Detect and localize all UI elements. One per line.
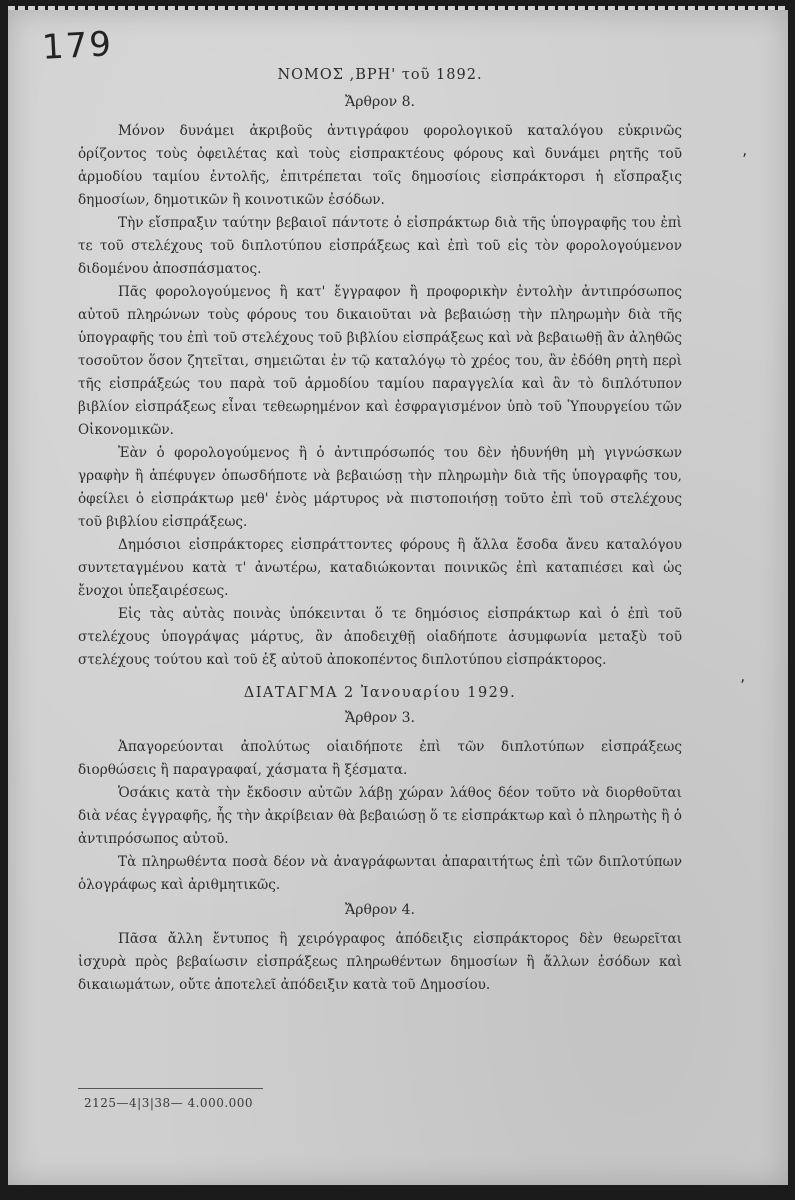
printer-footer: 2125—4|3|38— 4.000.000 <box>84 1096 254 1110</box>
decree-heading: ΔΙΑΤΑΓΜΑ 2 Ἰανουαρίου 1929. <box>243 685 517 701</box>
article-heading-3: Ἄρθρον 3. <box>345 710 415 726</box>
margin-mark: ʼ <box>742 150 748 169</box>
paragraph: Ὁσάκις κατὰ τὴν ἔκδοσιν αὐτῶν λάβῃ χώραν λάθος δέον τοῦτο νὰ διορθοῦται διὰ νέας ἐγγραφῆς, ἧς τὴν ἀκρίβειαν θὰ βεβαιώσῃ ὅ τε εἰσπράκτωρ καὶ ὁ πληρωτὴς ἢ ὁ ἀντιπρόσωπος αὐτοῦ. <box>78 785 682 847</box>
paragraph: Τὰ πληρωθέντα ποσὰ δέον νὰ ἀναγράφωνται ἀπαραιτήτως ἐπὶ τῶν διπλοτύπων ὁλογράφως καὶ ἀριθμητικῶς. <box>78 854 682 893</box>
paragraph: Πᾶς φορολογούμενος ἢ κατ' ἔγγραφον ἢ προφορικὴν ἐντολὴν ἀντιπρόσωπος αὐτοῦ πληρώνων τοὺς φόρους του δικαιοῦται νὰ βεβαιώσῃ τὴν πληρωμὴν διὰ τῆς ὑπογραφῆς του ἐπὶ τοῦ στελέχους τοῦ βιβλίου εἰσπράξεως καὶ νὰ βεβαιωθῇ ἂν ἀληθῶς τοσοῦτον ὅσον ζητεῖται, σημειῶται ἐν τῷ καταλόγῳ τὸ χρέος του, ἂν ἐδόθη ρητὴ περὶ τῆς εἰσπράξεώς του παρὰ τοῦ ἁρμοδίου ταμίου παραγγελία καὶ ἂν τὸ διπλότυπον βιβλίον εἰσπράξεως εἶναι τεθεωρημένον καὶ ἐσφραγισμένον ὑπὸ τοῦ Ὑπουργείου τῶν Οἰκονομικῶν. <box>78 284 682 438</box>
paragraph: Τὴν εἴσπραξιν ταύτην βεβαιοῖ πάντοτε ὁ εἰσπράκτωρ διὰ τῆς ὑπογραφῆς του ἐπὶ τε τοῦ στελέχους τοῦ διπλοτύπου εἰσπράξεως καὶ ἐπὶ τοῦ εἰς τὸν φορολογούμενον διδομένου ἀποσπάσματος. <box>78 215 682 277</box>
margin-mark: ʼ <box>740 676 746 695</box>
article-heading-8: Ἄρθρον 8. <box>345 94 415 110</box>
paragraph: Δημόσιοι εἰσπράκτορες εἰσπράττοντες φόρους ἢ ἄλλα ἔσοδα ἄνευ καταλόγου συντεταγμένου κατὰ τ' ἀνωτέρω, καταδιώκονται ποινικῶς ἐπὶ καταπιέσει καὶ ὡς ἔνοχοι ὑπεξαιρέσεως. <box>78 537 682 599</box>
paragraph: Ἐὰν ὁ φορολογούμενος ἢ ὁ ἀντιπρόσωπός του δὲν ἠδυνήθη μὴ γιγνώσκων γραφὴν ἢ ἀπέφυγεν ὁπωσδήποτε νὰ βεβαιώσῃ τὴν πληρωμὴν διὰ τῆς ὑπογραφῆς του, ὀφείλει ὁ εἰσπράκτωρ μεθ' ἑνὸς μάρτυρος νὰ πιστοποιήσῃ τοῦτο ἐπὶ τοῦ στελέχους τοῦ βιβλίου εἰσπράξεως. <box>78 445 682 530</box>
document-body <box>78 64 682 997</box>
paragraph: Μόνον δυνάμει ἀκριβοῦς ἀντιγράφου φορολογικοῦ καταλόγου εὐκρινῶς ὁρίζοντος τοὺς ὀφειλέτας καὶ τοὺς εἰσπρακτέους φόρους καὶ δυνάμει ρητῆς τοῦ ἁρμοδίου ταμίου ἐντολῆς, ἐπιτρέπεται τοῖς δημοσίοις εἰσπράκτορσι ἡ εἴσπραξις δημοσίων, δημοτικῶν ἢ κοινοτικῶν ἐσόδων. <box>78 123 682 208</box>
paragraph: Εἰς τὰς αὐτὰς ποινὰς ὑπόκεινται ὅ τε δημόσιος εἰσπράκτωρ καὶ ὁ ἐπὶ τοῦ στελέχους ὑπογράψας μάρτυς, ἂν ἀποδειχθῇ οἱαδήποτε ἀσυμφωνία μεταξὺ τοῦ στελέχους τούτου καὶ τοῦ ἐξ αὐτοῦ ἀποκοπέντος διπλοτύπου εἰσπράκτορος. <box>78 606 682 668</box>
handwritten-page-number: 179 <box>41 24 114 68</box>
footer-divider <box>78 1088 263 1089</box>
law-heading: ΝΟΜΟΣ ,ΒΡΗ' τοῦ 1892. <box>277 67 483 83</box>
article-heading-4: Ἄρθρον 4. <box>345 902 415 918</box>
paragraph: Ἀπαγορεύονται ἀπολύτως οἱαιδήποτε ἐπὶ τῶν διπλοτύπων εἰσπράξεως διορθώσεις ἢ παραγραφαί, χάσματα ἢ ξέσματα. <box>78 739 682 778</box>
paragraph: Πᾶσα ἄλλη ἔντυπος ἢ χειρόγραφος ἀπόδειξις εἰσπράκτορος δὲν θεωρεῖται ἰσχυρὰ πρὸς βεβαίωσιν εἰσπράξεως πληρωθέντων δημοσίων ἢ ἄλλων ἐσόδων καὶ δικαιωμάτων, οὔτε ἀποτελεῖ ἀπόδειξιν κατὰ τοῦ Δημοσίου. <box>78 931 682 993</box>
